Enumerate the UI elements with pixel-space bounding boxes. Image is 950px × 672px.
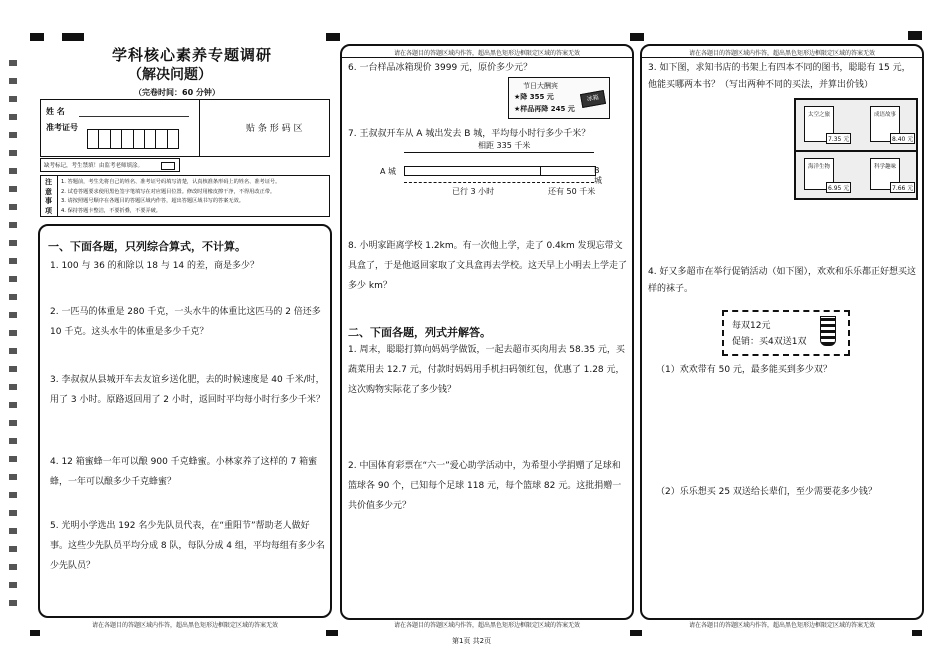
footer-note: 请在各题目的答题区域内作答，超出黑色矩形边框限定区域的答案无效 bbox=[688, 622, 875, 629]
barcode-label: 贴 条 形 码 区 bbox=[246, 124, 303, 134]
bookshelf-bottom bbox=[794, 150, 918, 200]
question-4-2: （2）乐乐想买 25 双送给长辈们，至少需要花多少钱？ bbox=[656, 487, 877, 497]
question-3: 3. 李叔叔从县城开车去友谊乡送化肥，去的时候速度是 40 千米/时，用了 3 小时。原路返回用了 2 小时，返回时平均每小时行多少千米？ bbox=[50, 375, 325, 405]
sale-box: 节日大酬宾 ★降 355 元 ★样品再降 245 元 冰箱 bbox=[508, 77, 610, 119]
notice-line: 2. 试卷答题要求使用黑色签字笔填写在对应题目位置。修改时用橡皮擦干净，不得用改正带。 bbox=[61, 188, 276, 195]
section-two-title: 二、下面各题，列式并解答。 bbox=[348, 326, 491, 339]
question-4-socks: 4. 好又多超市在举行促销活动（如下图），欢欢和乐乐都正好想买这样的袜子。 bbox=[648, 267, 916, 294]
book: 太空之旅 bbox=[804, 106, 834, 142]
page-number: 第1页 共2页 bbox=[452, 637, 492, 645]
time-note: （完卷时间：60 分钟） bbox=[134, 88, 220, 97]
distance-diagram: 相距 335 千米 A 城 B 城 已行 3 小时 还有 50 千米 bbox=[380, 141, 602, 196]
question-2-1: 1. 周末，聪聪打算向妈妈学做饭，一起去超市买肉用去 58.35 元，买蔬菜用去 12.7 元，付款时妈妈用手机扫码领红包，优惠了 1.28 元，这次购物实际花了多少钱？ bbox=[348, 345, 625, 395]
notice-box: 注 意 事 项 1. 答题前，考生先将自己的姓名、准考证号码填写清楚，认真核准条形码上的姓名、准考证号。 2. 试卷答题要求使用黑色签字笔填写在对应题目位置。修改时用橡皮擦干净，不得用改正带。 3. 请按照题号顺序在各题目的答题区域内作答，超出答题区域书写的答案无效。 4. 保持答题卡整洁，不要折叠，不要弄破。 bbox=[40, 175, 330, 217]
absent-box: 缺考标记，考生禁填！由监考老师填涂。 bbox=[40, 158, 180, 172]
question-1: 1. 100 与 36 的和除以 18 与 14 的差，商是多少？ bbox=[50, 261, 260, 271]
book-price: 7.66 元 bbox=[890, 182, 915, 193]
question-3-books: 3. 如下图，求知书店的书架上有四本不同的图书，聪聪有 15 元，他能买哪两本书？（写出两种不同的买法，并算出价钱） bbox=[648, 63, 911, 90]
header-note: 请在各题目的答题区域内作答，超出黑色矩形边框限定区域的答案无效 bbox=[688, 50, 875, 57]
timing-mark bbox=[30, 630, 40, 636]
ticket-boxes[interactable] bbox=[87, 129, 179, 149]
timing-mark bbox=[908, 31, 922, 40]
absent-checkbox[interactable] bbox=[161, 162, 175, 170]
question-5: 5. 光明小学选出 192 名少先队员代表，在“重阳节”帮助老人做好事。这些少先队员平均分成 8 队，每队分成 4 组，平均每组有多少名少先队员？ bbox=[50, 521, 325, 571]
book-price: 6.95 元 bbox=[826, 182, 851, 193]
exam-subtitle: （解决问题） bbox=[128, 67, 212, 83]
timing-mark bbox=[912, 630, 922, 636]
question-2-2: 2. 中国体育彩票在“六一”爱心助学活动中，为希望小学捐赠了足球和篮球各 90 个，已知每个足球 118 元，每个篮球 82 元。这批捐赠一共价值多少元？ bbox=[348, 461, 622, 511]
question-4-1: （1）欢欢带有 50 元，最多能买到多少双？ bbox=[656, 365, 832, 375]
promo-sign: 每双12元 促销：买4双送1双 bbox=[722, 310, 850, 356]
name-label: 姓 名 bbox=[46, 107, 65, 116]
footer-note: 请在各题目的答题区域内作答，超出黑色矩形边框限定区域的答案无效 bbox=[393, 622, 580, 629]
timing-mark bbox=[630, 33, 644, 41]
question-4: 4. 12 箱蜜蜂一年可以酿 900 千克蜂蜜。小林家养了这样的 7 箱蜜蜂，一年可以酿多少千克蜂蜜？ bbox=[50, 457, 318, 487]
section-one-title: 一、下面各题，只列综合算式，不计算。 bbox=[48, 240, 246, 253]
question-6: 6. 一台样品冰箱现价 3999 元，原价多少元？ bbox=[348, 63, 533, 73]
book: 海洋生物 bbox=[804, 158, 834, 190]
timing-mark bbox=[30, 33, 44, 41]
question-7: 7. 王叔叔开车从 A 城出发去 B 城，平均每小时行多少千米？ bbox=[348, 129, 591, 139]
question-8: 8. 小明家距离学校 1.2km。有一次他上学，走了 0.4km 发现忘带文具盒了，于是他返回家取了文具盒再去学校。这天早上小明去上学走了多少 km？ bbox=[348, 241, 628, 291]
sock-icon bbox=[820, 316, 836, 346]
exam-title: 学科核心素养专题调研 bbox=[112, 46, 273, 64]
notice-line: 1. 答题前，考生先将自己的姓名、准考证号码填写清楚，认真核准条形码上的姓名、准考证号。 bbox=[61, 179, 281, 185]
question-2: 2. 一匹马的体重是 280 千克，一头水牛的体重比这匹马的 2 倍还多 10 千克。这头水牛的体重是多少千克？ bbox=[50, 307, 321, 337]
header-note: 请在各题目的答题区域内作答，超出黑色矩形边框限定区域的答案无效 bbox=[393, 50, 580, 57]
book-price: 7.35 元 bbox=[826, 133, 851, 144]
book: 成语故事 bbox=[870, 106, 900, 142]
footer-note: 请在各题目的答题区域内作答，超出黑色矩形边框限定区域的答案无效 bbox=[91, 622, 278, 629]
notice-line: 3. 请按照题号顺序在各题目的答题区域内作答，超出答题区域书写的答案无效。 bbox=[61, 198, 244, 204]
ticket-label: 准考证号 bbox=[46, 123, 78, 132]
bookshelf-top bbox=[794, 98, 918, 152]
book-price: 8.40 元 bbox=[890, 133, 915, 144]
book: 科学趣味 bbox=[870, 158, 900, 190]
notice-line: 4. 保持答题卡整洁，不要折叠，不要弄破。 bbox=[61, 207, 161, 214]
timing-mark bbox=[630, 630, 642, 636]
timing-mark bbox=[326, 630, 338, 636]
fridge-tag: 冰箱 bbox=[580, 90, 606, 108]
timing-mark bbox=[62, 33, 84, 41]
timing-mark bbox=[326, 33, 340, 41]
info-box bbox=[40, 99, 330, 157]
